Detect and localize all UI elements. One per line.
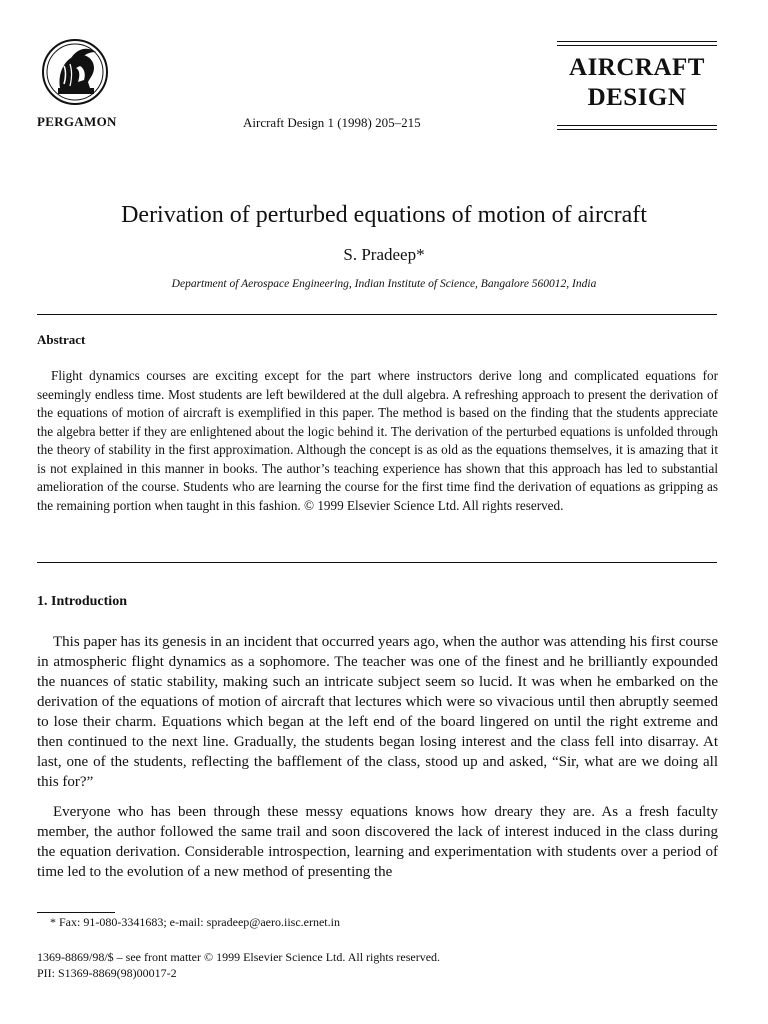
author-footnote: * Fax: 91-080-3341683; e-mail: spradeep@aero.iisc.ernet.in (50, 915, 340, 929)
journal-title-rule (557, 41, 717, 42)
issn-line: 1369-8869/98/$ – see front matter © 1999 Elsevier Science Ltd. All rights reserved. (37, 950, 441, 964)
article-author: S. Pradeep* (343, 245, 425, 264)
footnote-rule (37, 912, 115, 913)
author-affiliation: Department of Aerospace Engineering, Indian Institute of Science, Bangalore 560012, India (171, 278, 597, 290)
section-heading-introduction: 1. Introduction (37, 594, 127, 609)
journal-title (557, 53, 717, 113)
journal-title-rule (557, 129, 717, 130)
journal-citation: Aircraft Design 1 (1998) 205–215 (243, 115, 421, 130)
abstract-bottom-rule (37, 562, 717, 563)
abstract-text: Flight dynamics courses are exciting except for the part where instructors derive long and complicated equations for seemingly endless time. Most students are left bewildered at the dull algebra. A refreshing approach to present the derivation of the equations of motion of aircraft is exemplified in this paper. The method is based on the finding that the students appreciate the algebra better if they are enlightened about the logic behind it. The derivation of the perturbed equations is unfolded through the theory of stability in the first approximation. Although the concept is as old as the equations themselves, it is amazing that it is not explained in this manner in books. The author’s teaching experience has shown that this approach has led to substantial amelioration of the course. Students who are learning the course for the first time find the derivation of equations as gripping as the remaining portion when taught in this fashion. © 1999 Elsevier Science Ltd. All rights reserved. (37, 368, 718, 513)
pii-line: PII: S1369-8869(98)00017-2 (37, 966, 177, 980)
body-paragraph: Everyone who has been through these messy equations knows how dreary they are. As a fresh faculty member, the author followed the same trail and soon discovered the lack of interest induced in the class during the equation derivation. Considerable introspection, learning and experimentation with students over a period of time led to the evolution of a new method of presenting the (37, 804, 718, 880)
body-paragraph: This paper has its genesis in an incident that occurred years ago, when the author was attending his first course in atmospheric flight dynamics as a sophomore. The teacher was one of the finest and he brilliantly expounded the nuances of static stability, making such an intricate subject seem so lucid. It was when he embarked on the derivation of the equations of motion of aircraft that lectures which were so vivacious until then abruptly seemed to lose their charm. Equations which began at the left end of the board lingered on until the right extreme and then continued to the next line. Gradually, the students began losing interest and the class fell into disarray. At last, one of the students, reflecting the bafflement of the class, stood up and asked, “Sir, what are we doing all this for?” (37, 634, 718, 790)
journal-title-rule (557, 45, 717, 46)
article-title: Derivation of perturbed equations of motion of aircraft (121, 202, 647, 228)
journal-title-line: AIRCRAFT (569, 54, 705, 81)
journal-title-rule (557, 125, 717, 126)
journal-title-line: DESIGN (587, 84, 687, 111)
pergamon-helmet-logo-icon (40, 36, 110, 106)
publisher-name: PERGAMON (37, 114, 117, 129)
abstract-heading: Abstract (37, 332, 86, 347)
abstract-top-rule (37, 314, 717, 315)
